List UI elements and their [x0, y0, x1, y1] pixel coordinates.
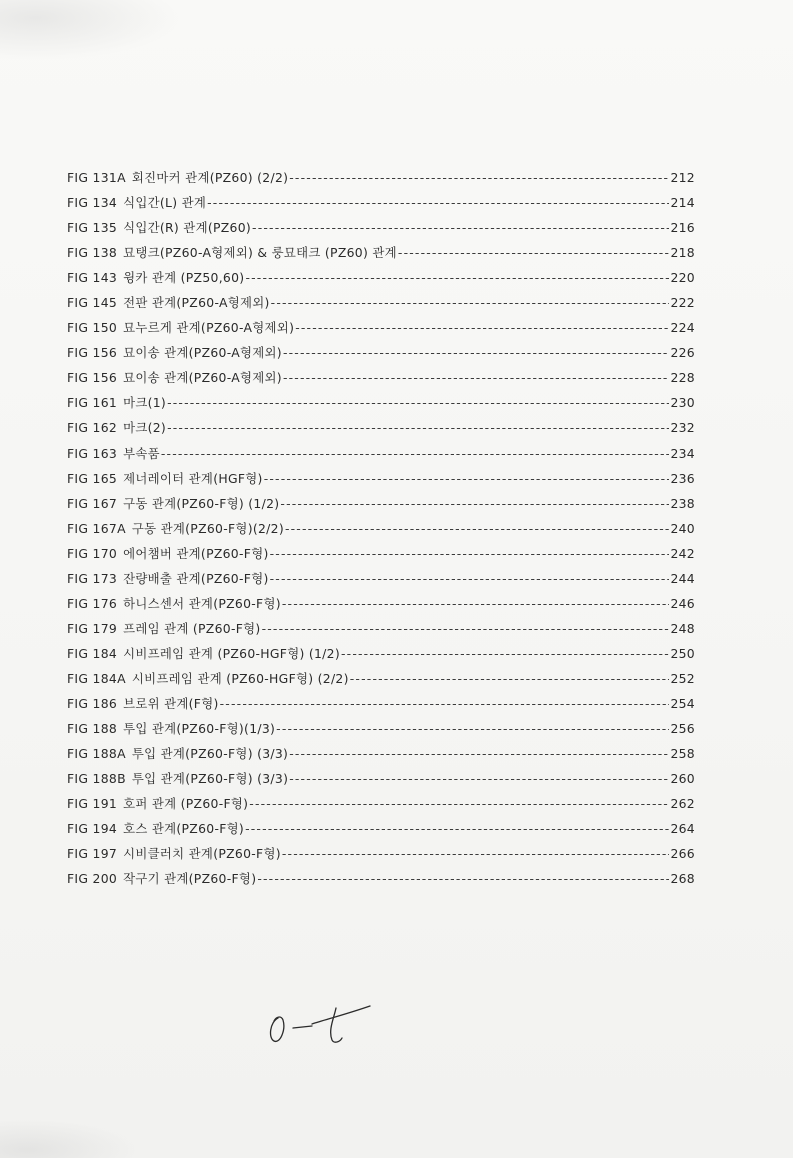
- page-number: 260: [670, 771, 695, 787]
- figure-title: 제너레이터 관계(HGF형): [123, 470, 263, 486]
- page-number: 220: [670, 270, 695, 286]
- figure-number: FIG 143: [67, 270, 118, 286]
- page-number: 222: [670, 295, 695, 311]
- toc-entry: [67, 343, 695, 368]
- dot-leader: [283, 370, 669, 385]
- toc-entry: [67, 368, 695, 393]
- figure-title: 윙카 관계 (PZ50,60): [123, 270, 245, 286]
- page-number: 240: [670, 520, 695, 536]
- toc-entry: [67, 469, 695, 494]
- figure-number: FIG 167A: [67, 520, 126, 536]
- figure-title: 하니스센서 관계(PZ60-F형): [123, 595, 281, 611]
- toc-entry: [67, 819, 695, 844]
- dot-leader: [280, 496, 669, 511]
- figure-title: 마크(1): [123, 395, 167, 411]
- dot-leader: [289, 170, 669, 185]
- toc-entry: [67, 694, 695, 719]
- scan-smudge-bottom: [0, 1118, 140, 1158]
- figure-title: 에어챔버 관계(PZ60-F형): [123, 545, 269, 561]
- toc-entry: [67, 619, 695, 644]
- page-number: 264: [670, 821, 695, 837]
- page-number: 212: [670, 170, 695, 185]
- figure-number: FIG 197: [67, 846, 118, 862]
- page-number: 214: [670, 195, 695, 211]
- figure-title: 구동 관계(PZ60-F형)(2/2): [131, 520, 284, 536]
- figure-number: FIG 162: [67, 420, 118, 436]
- dot-leader: [257, 871, 669, 886]
- dot-leader: [245, 821, 669, 836]
- toc-entry: [67, 243, 695, 268]
- page-number: 262: [670, 796, 695, 812]
- figure-title: 잔량배출 관계(PZ60-F형): [123, 570, 269, 586]
- page-number: 246: [670, 595, 695, 611]
- page-number: 216: [670, 220, 695, 236]
- toc-entry: [67, 318, 695, 343]
- figure-number: FIG 135: [67, 220, 118, 236]
- dot-leader: [271, 295, 670, 310]
- dot-leader: [161, 446, 670, 461]
- page-number: 248: [670, 620, 695, 636]
- figure-number: FIG 184: [67, 645, 118, 661]
- dot-leader: [283, 345, 669, 360]
- figure-title: 브로위 관계(F형): [123, 695, 219, 711]
- figure-number: FIG 156: [67, 370, 118, 386]
- figure-number: FIG 134: [67, 195, 118, 211]
- toc-entry: [67, 544, 695, 569]
- dot-leader: [350, 671, 670, 686]
- figure-title: 회진마커 관계(PZ60) (2/2): [131, 170, 289, 185]
- dot-leader: [276, 721, 669, 736]
- figure-title: 시비프레임 관계 (PZ60-HGF형) (2/2): [131, 670, 349, 686]
- toc-entry: [67, 569, 695, 594]
- toc-entry: [67, 268, 695, 293]
- dot-leader: [270, 571, 670, 586]
- page-number: 232: [670, 420, 695, 436]
- page-number: 230: [670, 395, 695, 411]
- figure-title: 투입 관계(PZ60-F형) (3/3): [131, 746, 289, 762]
- toc-entry: [67, 844, 695, 869]
- figure-number: FIG 176: [67, 595, 118, 611]
- dot-leader: [207, 195, 669, 210]
- figure-title: 전판 관계(PZ60-A형제외): [123, 295, 270, 311]
- figure-title: 프레임 관계 (PZ60-F형): [123, 620, 261, 636]
- toc-entry: [67, 669, 695, 694]
- page-number: 228: [670, 370, 695, 386]
- figure-title: 부속품: [123, 445, 160, 461]
- figure-number: FIG 163: [67, 445, 118, 461]
- page-number: 252: [670, 670, 695, 686]
- page-number: 224: [670, 320, 695, 336]
- dot-leader: [220, 696, 670, 711]
- figure-title: 호퍼 관계 (PZ60-F형): [123, 796, 249, 812]
- toc-entry: [67, 444, 695, 469]
- figure-number: FIG 173: [67, 570, 118, 586]
- dot-leader: [285, 521, 669, 536]
- figure-number: FIG 161: [67, 395, 118, 411]
- page-number: 244: [670, 570, 695, 586]
- figure-number: FIG 150: [67, 320, 118, 336]
- figure-title: 식입간(R) 관계(PZ60): [123, 220, 252, 236]
- page-number: 266: [670, 846, 695, 862]
- toc-entry: [67, 644, 695, 669]
- figure-number: FIG 194: [67, 821, 118, 837]
- page-number: 268: [670, 871, 695, 887]
- table-of-contents: [67, 168, 695, 894]
- dot-leader: [245, 270, 669, 285]
- figure-number: FIG 165: [67, 470, 118, 486]
- dot-leader: [289, 746, 669, 761]
- figure-number: FIG 170: [67, 545, 118, 561]
- toc-entry: [67, 744, 695, 769]
- figure-number: FIG 131A: [67, 170, 126, 185]
- figure-number: FIG 156: [67, 345, 118, 361]
- toc-entry: [67, 418, 695, 443]
- figure-number: FIG 186: [67, 695, 118, 711]
- dot-leader: [282, 846, 670, 861]
- toc-entry: [67, 519, 695, 544]
- figure-title: 구동 관계(PZ60-F형) (1/2): [123, 495, 280, 511]
- toc-entry: [67, 794, 695, 819]
- figure-title: 묘탱크(PZ60-A형제외) & 룽묘태크 (PZ60) 관계: [123, 245, 397, 261]
- figure-title: 묘이송 관계(PZ60-A형제외): [123, 345, 282, 361]
- toc-entry: [67, 218, 695, 243]
- scan-smudge-top: [0, 0, 180, 60]
- dot-leader: [252, 220, 669, 235]
- figure-title: 투입 관계(PZ60-F형) (3/3): [131, 771, 289, 787]
- page-number: 218: [670, 245, 695, 261]
- dot-leader: [167, 420, 669, 435]
- dot-leader: [289, 771, 669, 786]
- figure-number: FIG 184A: [67, 670, 126, 686]
- toc-entry: [67, 769, 695, 794]
- toc-entry: [67, 594, 695, 619]
- toc-entry: [67, 719, 695, 744]
- page-number: 236: [670, 470, 695, 486]
- dot-leader: [398, 245, 670, 260]
- figure-number: FIG 188: [67, 721, 118, 737]
- figure-title: 시비클러치 관계(PZ60-F형): [123, 846, 281, 862]
- page-number: 256: [670, 721, 695, 737]
- toc-entry: [67, 393, 695, 418]
- toc-entry: [67, 869, 695, 894]
- dot-leader: [295, 320, 669, 335]
- dot-leader: [270, 546, 670, 561]
- figure-title: 작구기 관계(PZ60-F형): [123, 871, 257, 887]
- figure-number: FIG 191: [67, 796, 118, 812]
- page-number: 242: [670, 545, 695, 561]
- figure-title: 묘이송 관계(PZ60-A형제외): [123, 370, 282, 386]
- figure-number: FIG 188A: [67, 746, 126, 762]
- page-number: 226: [670, 345, 695, 361]
- figure-number: FIG 145: [67, 295, 118, 311]
- figure-number: FIG 179: [67, 620, 118, 636]
- figure-title: 식입간(L) 관계: [123, 195, 207, 211]
- page-number: 234: [670, 445, 695, 461]
- dot-leader: [341, 646, 669, 661]
- page-number: 258: [670, 746, 695, 762]
- figure-title: 투입 관계(PZ60-F형)(1/3): [123, 721, 276, 737]
- figure-title: 호스 관계(PZ60-F형): [123, 821, 245, 837]
- figure-number: FIG 200: [67, 871, 118, 887]
- toc-entry: [67, 293, 695, 318]
- dot-leader: [167, 395, 669, 410]
- dot-leader: [264, 471, 670, 486]
- figure-title: 묘누르게 관계(PZ60-A형제외): [123, 320, 295, 336]
- toc-entry: [67, 193, 695, 218]
- toc-entry: [67, 168, 695, 193]
- page-number: 254: [670, 695, 695, 711]
- dot-leader: [249, 796, 669, 811]
- figure-title: 시비프레임 관계 (PZ60-HGF형) (1/2): [123, 645, 340, 661]
- figure-title: 마크(2): [123, 420, 167, 436]
- page-number: 238: [670, 495, 695, 511]
- toc-entry: [67, 494, 695, 519]
- signature-icon: [262, 1000, 377, 1050]
- figure-number: FIG 188B: [67, 771, 126, 787]
- dot-leader: [262, 621, 670, 636]
- dot-leader: [282, 596, 670, 611]
- figure-number: FIG 138: [67, 245, 118, 261]
- page-number: 250: [670, 645, 695, 661]
- figure-number: FIG 167: [67, 495, 118, 511]
